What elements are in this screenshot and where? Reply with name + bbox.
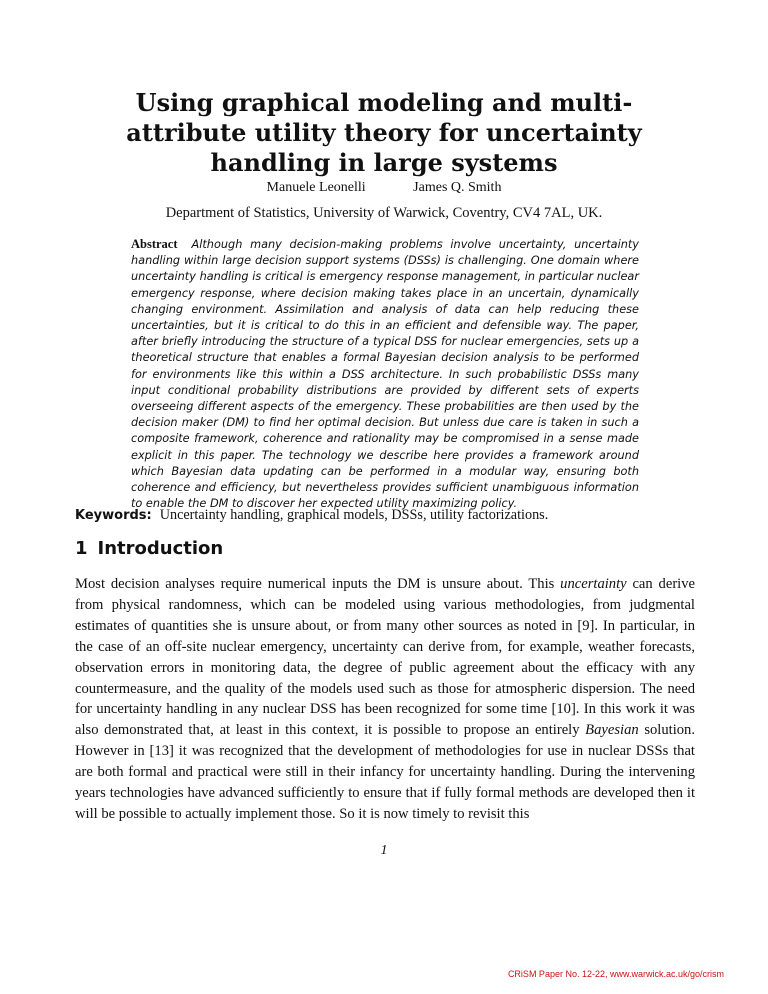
body-paragraph <box>75 574 695 825</box>
abstract-text: Although many decision-making problems involve uncertainty, uncertainty handling within large decision support systems (DSSs) is challenging. One domain where uncertainty handling is critical is emergency response management, in particular nuclear emergency response, where decision making takes place in an uncertain, dynamically changing environment. Assimilation and analysis of data can help reducing these uncertainties, but it is critical to do this in an efficient and defensible way. The paper, after briefly introducing the structure of a typical DSS for nuclear emergencies, sets up a theoretical structure that enables a formal Bayesian decision analysis to be performed for environments like this within a DSS architecture. In such probabilistic DSSs many input conditional probability distributions are provided by different sets of experts overseeing different aspects of the emergency. These probabilities are then used by the decision maker (DM) to find her optimal decision. But unless due care is taken in such a composite framework, coherence and rationality may be compromised in a sense made explicit in this paper. The technology we describe here provides a framework around which Bayesian data updating can be performed in a modular way, ensuring both coherence and efficiency, but nevertheless provides sufficient unambiguous information to enable the DM to discover her expected utility maximizing policy. <box>131 238 639 511</box>
emphasis-uncertainty: uncertainty <box>560 576 627 592</box>
keywords-text: Uncertainty handling, graphical models, DSSs, utility factorizations. <box>159 507 549 523</box>
body-text-segment: can derive from physical randomness, which can be modeled using various methodologies, from judgmental estimates of quantities she is unsure about, or from many other sources as noted in [9]. In particular, in the case of an off-site nuclear emergency, uncertainty can derive from, for example, weather forecasts, observation errors in monitoring data, the degree of public agreement about the efficacy with any countermeasure, and the quality of the models used such as those for atmospheric dispersion. The need for uncertainty handling in any nuclear DSS has been recognized for some time [10]. In this work it was also demonstrated that, at least in this context, it is possible to propose an entirely <box>75 576 696 739</box>
abstract-label: Abstract <box>131 237 178 251</box>
page-number: 1 <box>380 843 388 858</box>
section-title: Introduction <box>97 538 224 559</box>
author-name: James Q. Smith <box>413 180 502 195</box>
affiliation: Department of Statistics, University of Warwick, Coventry, CV4 7AL, UK. <box>165 205 603 221</box>
author-name: Manuele Leonelli <box>266 180 366 195</box>
section-heading <box>75 538 223 559</box>
keywords <box>75 507 695 524</box>
author-list <box>0 180 768 196</box>
abstract <box>131 236 639 512</box>
keywords-label: Keywords: <box>75 508 152 523</box>
body-text-segment: Most decision analyses require numerical inputs the DM is unsure about. This <box>75 576 561 592</box>
body-text-segment: solution. However in [13] it was recognized that the development of methodologies for use in nuclear DSSs that are both formal and practical were still in their infancy for uncertainty handling. During the intervening years technologies have advanced sufficiently to ensure that if fully formal methods are developed then it will be possible to actually implement those. So it is now timely to revisit this <box>75 722 695 822</box>
footer-note: CRiSM Paper No. 12-22, www.warwick.ac.uk/go/crism <box>507 969 724 979</box>
emphasis-bayesian: Bayesian <box>585 722 639 739</box>
paper-title: Using graphical modeling and multi-attribute utility theory for uncertainty handling in large systems <box>126 88 642 177</box>
section-number: 1 <box>75 538 88 559</box>
